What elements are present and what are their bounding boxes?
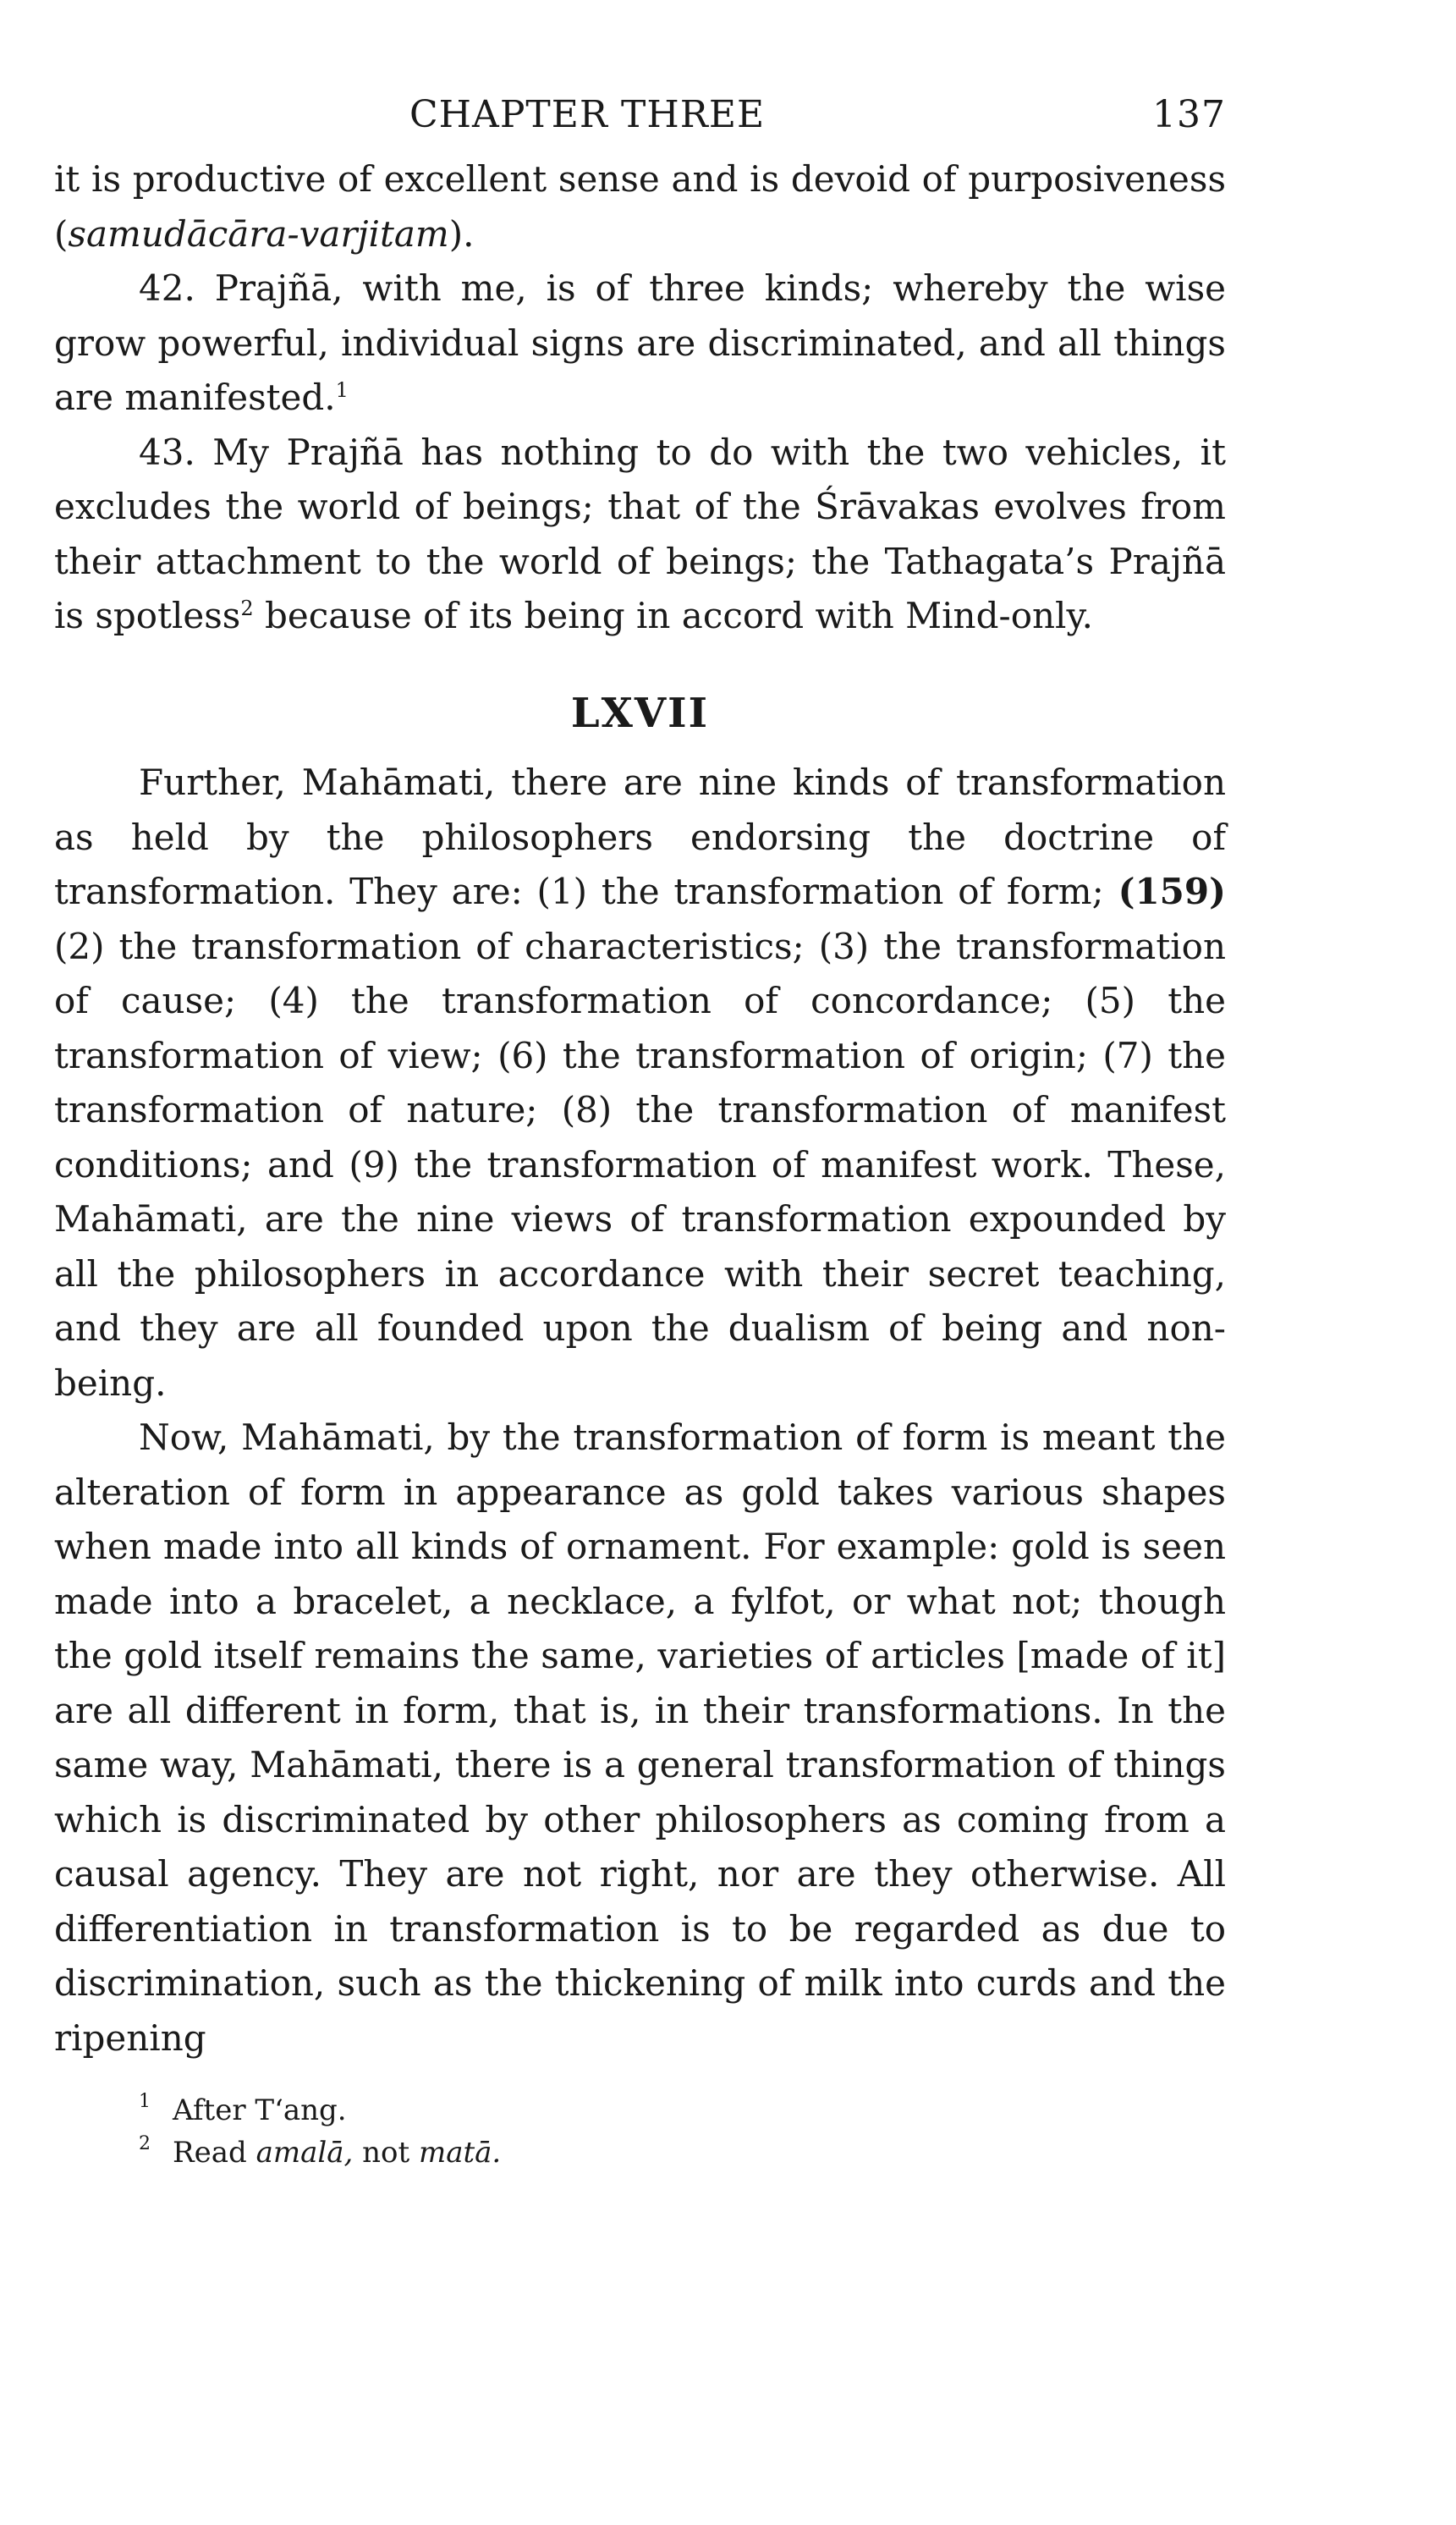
para1-tail: ). xyxy=(448,212,475,255)
footnote-ref-1: 1 xyxy=(335,378,349,402)
original-page-marker: (159) xyxy=(1118,871,1226,912)
sanskrit-term: samudācāra-varjitam xyxy=(68,212,449,255)
paragraph-now: Now, Mahāmati, by the transformation of form is meant the alteration of form in appearance as gold takes various shapes when made into all kinds of ornament. For example: gold is seen made into a bracelet, a necklace, a fylfot, or what not; though the gold itself remains the same, varieties of articles [made of it] are all different in form, that is, in their transformations. In the same way, Mahāmati, there is a general transformation of things which is discriminated by other philosophers as coming from a causal agency. They are not right, nor are they otherwise. All differentiation in transformation is to be regarded as due to discrimination, such as the thickening of milk into curds and the ripening xyxy=(54,1417,1226,2059)
page-number: 137 xyxy=(1152,93,1226,136)
verse-42 xyxy=(54,261,1226,426)
para1-lead: it is productive of excellent sense and is devoid of purposiveness ( xyxy=(54,158,1226,255)
body-text xyxy=(54,152,1226,2066)
lxvii-part2: (2) the transformation of characteristics; (3) the transformation of cause; (4) the transformation of concordance; (5) the transformation of view; (6) the transformation of origin; (7) the transformation of nature; (8) the transformation of manifest conditions; and (9) the transformation of manifest work. These, Mahāmati, are the nine views of transformation expounded by all the philosophers in accordance with their secret teaching, and they are all founded upon the dualism of being and non-being. xyxy=(54,925,1226,1404)
lxvii-part1: Further, Mahāmati, there are nine kinds of transformation as held by the philosophers endorsing the doctrine of transformation. They are: (1) the transformation of form; xyxy=(54,762,1226,912)
paragraph-lxvii xyxy=(54,756,1226,1411)
footnote-ref-2: 2 xyxy=(240,597,254,620)
footnote-text: Read xyxy=(173,2136,256,2170)
footnote-1 xyxy=(139,2089,1226,2132)
verse-43-tail: because of its being in accord with Mind-only. xyxy=(253,595,1093,636)
verse-42-text: 42. Prajñā, with me, is of three kinds; whereby the wise grow powerful, individual signs are discriminated, and all things are manifested. xyxy=(54,267,1226,418)
footnote-2 xyxy=(139,2132,1226,2174)
verse-43-lead: 43. My Prajñā has nothing to do with the two vehicles, it excludes the world of beings; that of the Śrāvakas evolves from their attachment to the world of beings; the Tathagata’s Prajñā is spotless xyxy=(54,431,1226,636)
verse-43 xyxy=(54,426,1226,644)
chapter-title: CHAPTER THREE xyxy=(409,93,766,136)
footnote-text: not xyxy=(353,2136,419,2170)
footnote-mark: 2 xyxy=(139,2133,151,2154)
footnote-text: After T‘ang. xyxy=(173,2093,347,2127)
footnote-term: amalā, xyxy=(255,2136,354,2170)
footnotes xyxy=(54,2089,1226,2174)
footnote-mark: 1 xyxy=(139,2091,151,2112)
running-header xyxy=(54,85,1226,144)
footnote-term: matā. xyxy=(418,2136,502,2170)
book-page xyxy=(54,85,1226,2174)
section-heading: LXVII xyxy=(570,689,710,737)
paragraph-continuation xyxy=(54,152,1226,261)
